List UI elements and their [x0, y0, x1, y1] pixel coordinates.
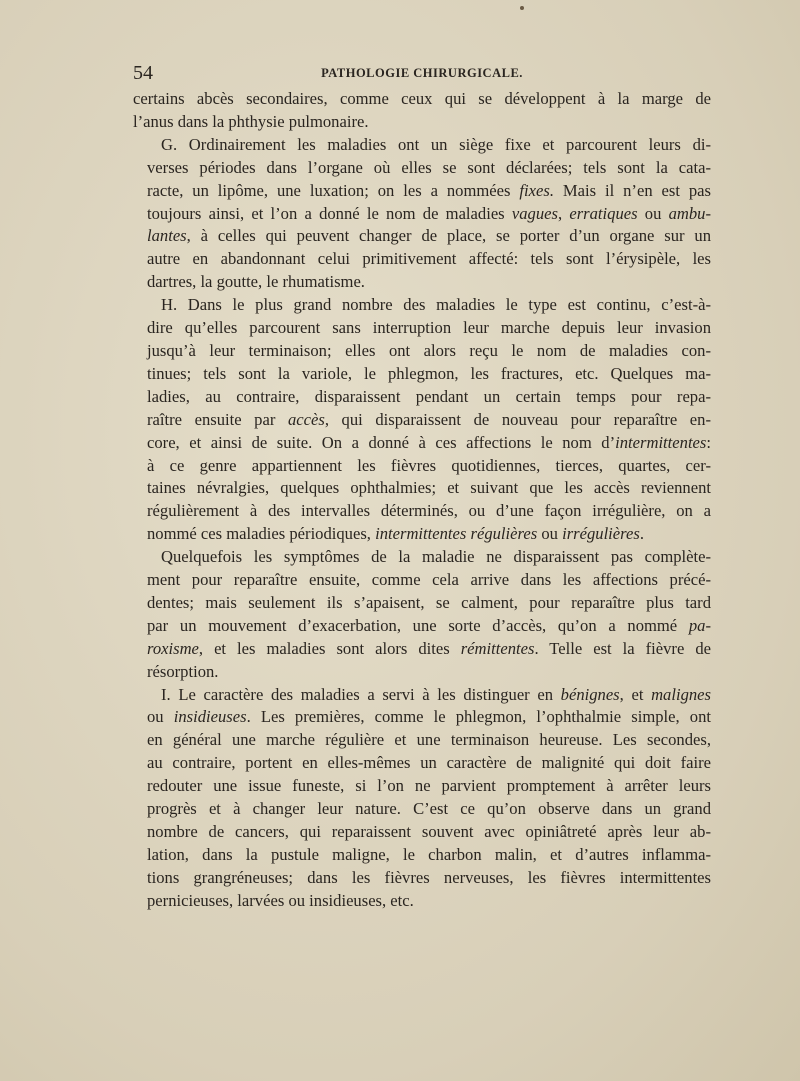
body-text [133, 88, 711, 913]
text-run: H. Dans le plus grand nombre des maladies le type est continu, c’est-à- [161, 295, 711, 315]
text-line [133, 340, 711, 363]
text-line [133, 821, 711, 844]
paragraph-pH [133, 294, 711, 546]
text-line [133, 684, 711, 707]
text-run: régulièrement à des intervalles déterminés, ou d’une façon irrégulière, on a [147, 501, 711, 521]
italic-term: bénignes [560, 684, 620, 704]
book-page [133, 62, 711, 913]
text-run: ou [147, 707, 174, 727]
italic-term: malignes [651, 684, 711, 704]
text-run: résorption. [147, 661, 219, 681]
text-run: tinues; tels sont la variole, le phlegmon, les fractures, etc. Quelques ma- [147, 363, 711, 383]
text-run: Quelquefois les symptômes de la maladie ne disparaissent pas complète- [161, 547, 711, 567]
text-run: taines névralgies, quelques ophthalmies; et suivant que les accès reviennent [147, 478, 711, 498]
text-run: ladies, au contraire, disparaissent pendant un certain temps pour repa- [147, 386, 711, 406]
text-line [133, 225, 711, 248]
paragraph-pI [133, 684, 711, 913]
text-line [133, 592, 711, 615]
text-line [133, 88, 711, 111]
italic-term: rémittentes [460, 638, 535, 658]
text-run: pernicieuses, larvées ou insidieuses, etc. [147, 890, 414, 910]
italic-term: insidieuses [173, 707, 247, 727]
paragraph-pG [133, 134, 711, 294]
italic-term: erratiques [569, 203, 638, 223]
text-line [133, 890, 711, 913]
text-line [133, 706, 711, 729]
text-run: dartres, la goutte, le rhumatisme. [147, 272, 365, 292]
text-run: core, et ainsi de suite. On a donné à ces affections le nom d’ [147, 432, 616, 452]
text-line [133, 317, 711, 340]
text-line [133, 363, 711, 386]
text-run: Mais il n’en est pas [553, 180, 711, 200]
text-run: ou [537, 524, 563, 544]
italic-term: vagues [511, 203, 558, 223]
text-run: , et [619, 684, 652, 704]
page-number: 54 [133, 62, 153, 84]
italic-term: intermittentes régulières [375, 524, 538, 544]
text-run: nombre de cancers, qui reparaissent souvent avec opiniâtreté après leur ab- [147, 822, 711, 841]
text-line [133, 111, 711, 134]
running-title: PATHOLOGIE CHIRURGICALE. [321, 66, 523, 80]
text-run: progrès et à changer leur nature. C’est ce qu’on observe dans un grand [147, 799, 711, 819]
text-run: jusqu’à leur terminaison; elles ont alors reçu le nom de maladies con- [147, 340, 711, 360]
text-line [133, 867, 711, 890]
text-line [133, 546, 711, 569]
text-run: certains abcès secondaires, comme ceux qui se développent à la marge de [133, 89, 711, 108]
text-line [133, 569, 711, 592]
text-line [133, 294, 711, 317]
italic-term: roxisme [147, 638, 199, 658]
italic-term: intermittentes [615, 432, 707, 452]
text-line [133, 432, 711, 455]
text-run: toujours ainsi, et l’on a donné le nom de maladies [147, 203, 512, 223]
text-line [133, 638, 711, 661]
text-line [133, 477, 711, 500]
text-run: , qui disparaissent de nouveau pour reparaître en- [324, 409, 711, 429]
text-line [133, 386, 711, 409]
text-run: par un mouvement d’exacerbation, une sorte d’accès, qu’on a nommé [147, 615, 689, 635]
text-run: au contraire, portent en elles-mêmes un caractère de malignité qui doit faire [147, 753, 711, 773]
ink-speck [520, 6, 524, 10]
text-run: verses périodes dans l’organe où elles se sont déclarées; tels sont la cata- [147, 157, 711, 177]
text-run: dentes; mais seulement ils s’apaisent, se calment, pour reparaître plus tard [147, 592, 711, 612]
paragraph-pQ [133, 546, 711, 683]
text-line [133, 844, 711, 867]
italic-term: ambu- [668, 203, 712, 223]
text-line [133, 798, 711, 821]
text-line [133, 180, 711, 203]
text-run: . Telle est la fièvre de [534, 638, 711, 658]
text-line [133, 752, 711, 775]
text-run: ment pour reparaître ensuite, comme cela arrive dans les affections précé- [147, 570, 711, 590]
text-run: lation, dans la pustule maligne, le charbon malin, et d’autres inflamma- [147, 844, 711, 864]
text-line [133, 271, 711, 294]
italic-term: fixes. [519, 180, 554, 200]
text-run: G. Ordinairement les maladies ont un siège fixe et parcourent leurs di- [161, 134, 711, 154]
running-head [133, 62, 711, 88]
italic-term: irrégulières [562, 524, 640, 544]
text-run: dire qu’elles parcourent sans interruption leur marche depuis leur invasion [147, 318, 711, 338]
text-run: . Les premières, comme le phlegmon, l’ophthalmie simple, ont [246, 707, 711, 727]
text-run: I. Le caractère des maladies a servi à les distinguer en [161, 684, 561, 704]
text-line [133, 409, 711, 432]
text-run: à ce genre appartiennent les fièvres quotidiennes, tierces, quartes, cer- [147, 455, 711, 475]
text-run: ou [637, 203, 669, 223]
italic-term: pa- [688, 615, 711, 635]
text-line [133, 455, 711, 478]
text-line [133, 661, 711, 684]
text-line [133, 500, 711, 523]
text-run: tions grangréneuses; dans les fièvres nerveuses, les fièvres intermittentes [147, 867, 711, 887]
text-run: en général une marche régulière et une terminaison heureuse. Les secondes, [147, 730, 711, 750]
text-line [133, 615, 711, 638]
text-run: : [706, 432, 711, 452]
text-line [133, 157, 711, 180]
text-line [133, 134, 711, 157]
text-run: autre en abandonnant celui primitivement affecté: tels sont l’érysipèle, les [147, 249, 711, 269]
italic-term: lantes [147, 226, 187, 246]
text-run: , à celles qui peuvent changer de place, se porter d’un organe sur un [186, 226, 711, 246]
text-run: racte, un lipôme, une luxation; on les a nommées [147, 180, 520, 200]
text-line [133, 523, 711, 546]
text-line [133, 203, 711, 226]
text-line [133, 248, 711, 271]
text-line [133, 729, 711, 752]
text-run: , [557, 203, 570, 223]
paragraph-p0 [133, 88, 711, 134]
text-line [133, 775, 711, 798]
text-run: l’anus dans la phthysie pulmonaire. [133, 111, 369, 131]
text-run: redouter une issue funeste, si l’on ne parvient promptement à arrêter leurs [147, 776, 711, 796]
text-run: , et les maladies sont alors dites [198, 638, 461, 658]
italic-term: accès [287, 409, 325, 429]
text-run: nommé ces maladies périodiques, [147, 524, 376, 544]
text-run: raître ensuite par [147, 409, 288, 429]
text-run: . [639, 524, 644, 544]
